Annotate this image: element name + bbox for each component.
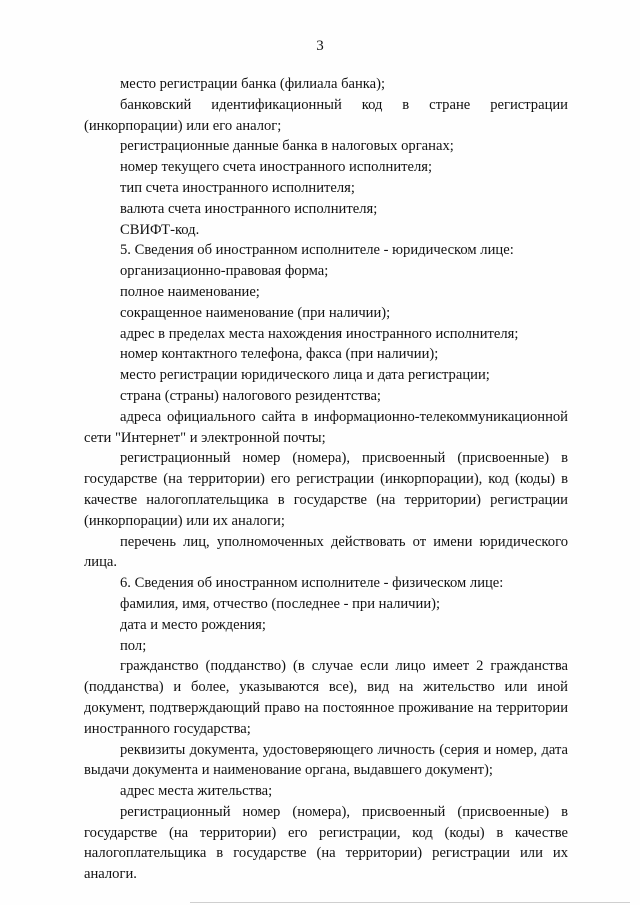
paragraph: адрес места жительства; [120, 783, 273, 800]
paragraph: СВИФТ-код. [120, 221, 200, 238]
paragraph: адреса официального сайта в информационно-телекоммуникационной сети "Интернет" и электронной почты; [84, 408, 568, 446]
paragraph: банковский идентификационный код в стране регистрации (инкорпорации) или его аналог; [84, 96, 568, 134]
scan-edge-line [190, 902, 630, 903]
paragraph: адрес в пределах места нахождения иностранного исполнителя; [120, 325, 519, 342]
paragraph: пол; [120, 637, 147, 654]
paragraph: регистрационные данные банка в налоговых органах; [120, 138, 454, 155]
paragraph: номер текущего счета иностранного исполнителя; [120, 159, 433, 176]
paragraph: место регистрации банка (филиала банка); [120, 76, 386, 92]
paragraph: реквизиты документа, удостоверяющего личность (серия и номер, дата выдачи документа и наименование органа, выдавшего документ); [84, 741, 568, 779]
paragraph: страна (страны) налогового резидентства; [120, 387, 381, 404]
paragraph: регистрационный номер (номера), присвоенный (присвоенные) в государстве (на территории) его регистрации (инкорпорации), код (коды) в качестве налогоплательщика в государстве (на территории) регистрации (инкорпорации) или их аналоги; [84, 450, 568, 529]
paragraph: номер контактного телефона, факса (при наличии); [120, 346, 439, 363]
paragraph: перечень лиц, уполномоченных действовать от имени юридического лица. [84, 533, 568, 571]
paragraph: место регистрации юридического лица и дата регистрации; [120, 367, 490, 384]
paragraph: полное наименование; [120, 283, 260, 300]
document-body [84, 74, 568, 885]
paragraph: регистрационный номер (номера), присвоенный (присвоенные) в государстве (на территории) его регистрации, код (коды) в качестве налогоплательщика в государстве (на территории) регистрации или их аналоги. [84, 803, 568, 883]
section-heading: 6. Сведения об иностранном исполнителе - физическом лице: [120, 575, 504, 592]
section-heading: 5. Сведения об иностранном исполнителе - юридическом лице: [120, 242, 514, 259]
paragraph: сокращенное наименование (при наличии); [120, 304, 391, 321]
paragraph: валюта счета иностранного исполнителя; [120, 200, 378, 217]
paragraph: дата и место рождения; [120, 616, 266, 633]
page-number: 3 [316, 38, 324, 54]
paragraph: фамилия, имя, отчество (последнее - при наличии); [120, 595, 441, 612]
paragraph: тип счета иностранного исполнителя; [120, 179, 355, 196]
paragraph: организационно-правовая форма; [120, 263, 329, 280]
paragraph: гражданство (подданство) (в случае если лицо имеет 2 гражданства (подданства) и более, указываются все), вид на жительство или иной документ, подтверждающий право на постоянное проживание на территории иностранного государства; [84, 658, 568, 737]
